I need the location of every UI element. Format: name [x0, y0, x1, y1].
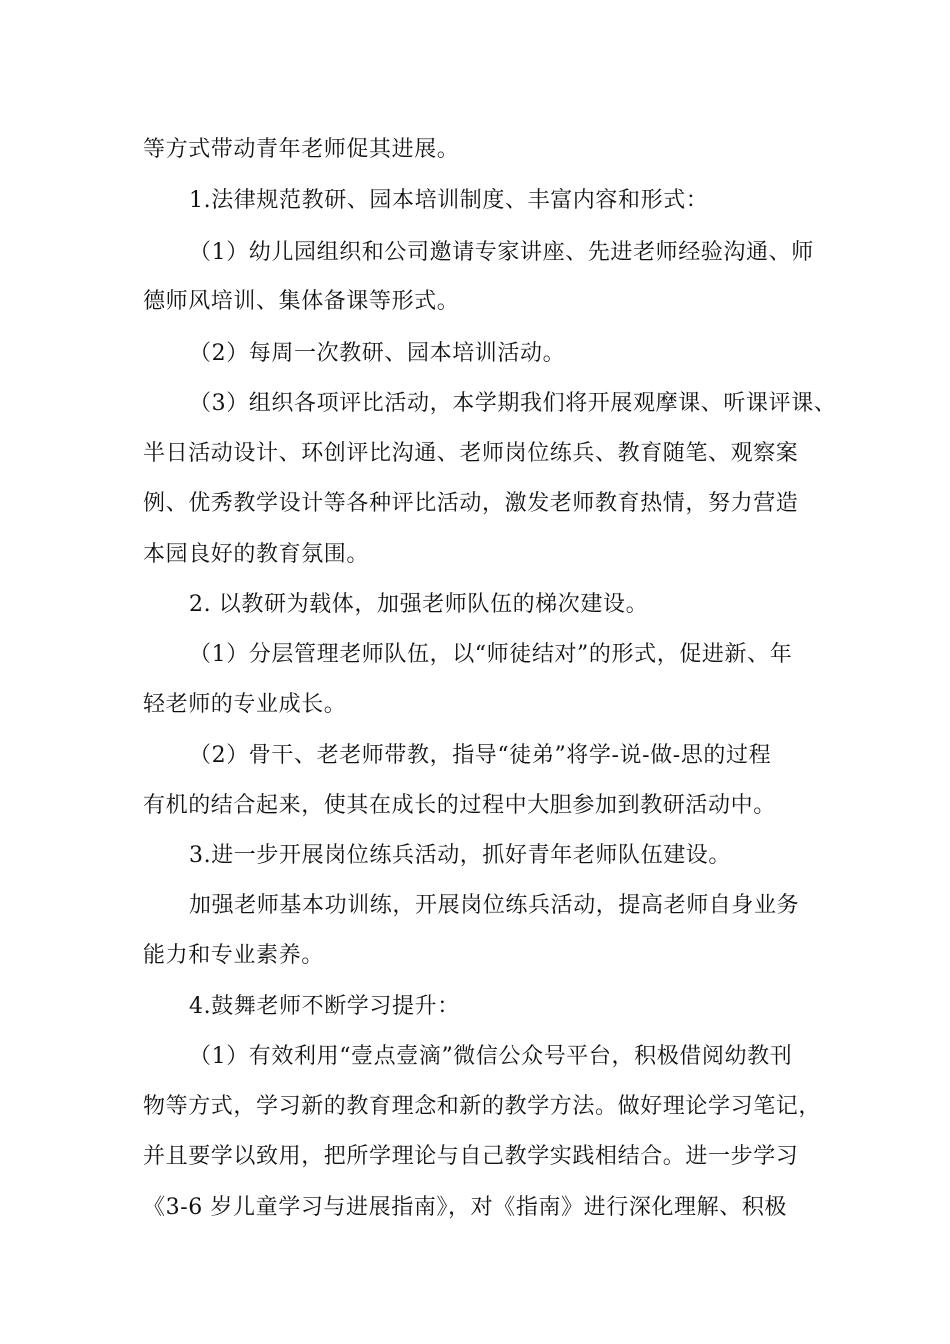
text-line: 例、优秀教学设计等各种评比活动，激发老师教育热情，努力营造	[143, 491, 799, 516]
section-heading-1: 1.法律规范教研、园本培训制度、丰富内容和形式：	[189, 188, 709, 213]
text-line: 德师风培训、集体备课等形式。	[143, 289, 460, 314]
text-line: （1）幼儿园组织和公司邀请专家讲座、先进老师经验沟通、师	[189, 240, 814, 265]
text-line: （1）分层管理老师队伍，以“师徒结对”的形式，促进新、年	[189, 642, 793, 667]
section-heading-2: 2. 以教研为载体，加强老师队伍的梯次建设。	[189, 592, 649, 617]
text-line: 物等方式，学习新的教育理念和新的教学方法。做好理论学习笔记，	[143, 1094, 822, 1119]
text-line: （3）组织各项评比活动，本学期我们将开展观摩课、听课评课、	[189, 391, 837, 416]
text-line: 《3-6 岁儿童学习与进展指南》，对《指南》进行深化理解、积极	[143, 1195, 788, 1220]
text-line: （1）有效利用“壹点壹滴”微信公众号平台，积极借阅幼教刊	[189, 1044, 793, 1069]
text-line: 本园良好的教育氛围。	[143, 542, 370, 567]
text-line: 有机的结合起来，使其在成长的过程中大胆参加到教研活动中。	[143, 793, 776, 818]
section-heading-4: 4.鼓舞老师不断学习提升：	[189, 994, 460, 1019]
text-line: 并且要学以致用，把所学理论与自己教学实践相结合。进一步学习	[143, 1144, 799, 1169]
text-line: 能力和专业素养。	[143, 943, 324, 968]
text-line: 等方式带动青年老师促其进展。	[143, 137, 460, 162]
section-heading-3: 3.进一步开展岗位练兵活动，抓好青年老师队伍建设。	[189, 843, 731, 868]
text-line: 半日活动设计、环创评比沟通、老师岗位练兵、教育随笔、观察案	[143, 441, 799, 466]
text-line: 加强老师基本功训练，开展岗位练兵活动，提高老师自身业务	[189, 893, 800, 918]
text-line: 轻老师的专业成长。	[143, 692, 347, 717]
text-line: （2）每周一次教研、园本培训活动。	[189, 341, 566, 366]
text-line: （2）骨干、老老师带教，指导“徒弟”将学-说-做-思的过程	[189, 743, 772, 768]
